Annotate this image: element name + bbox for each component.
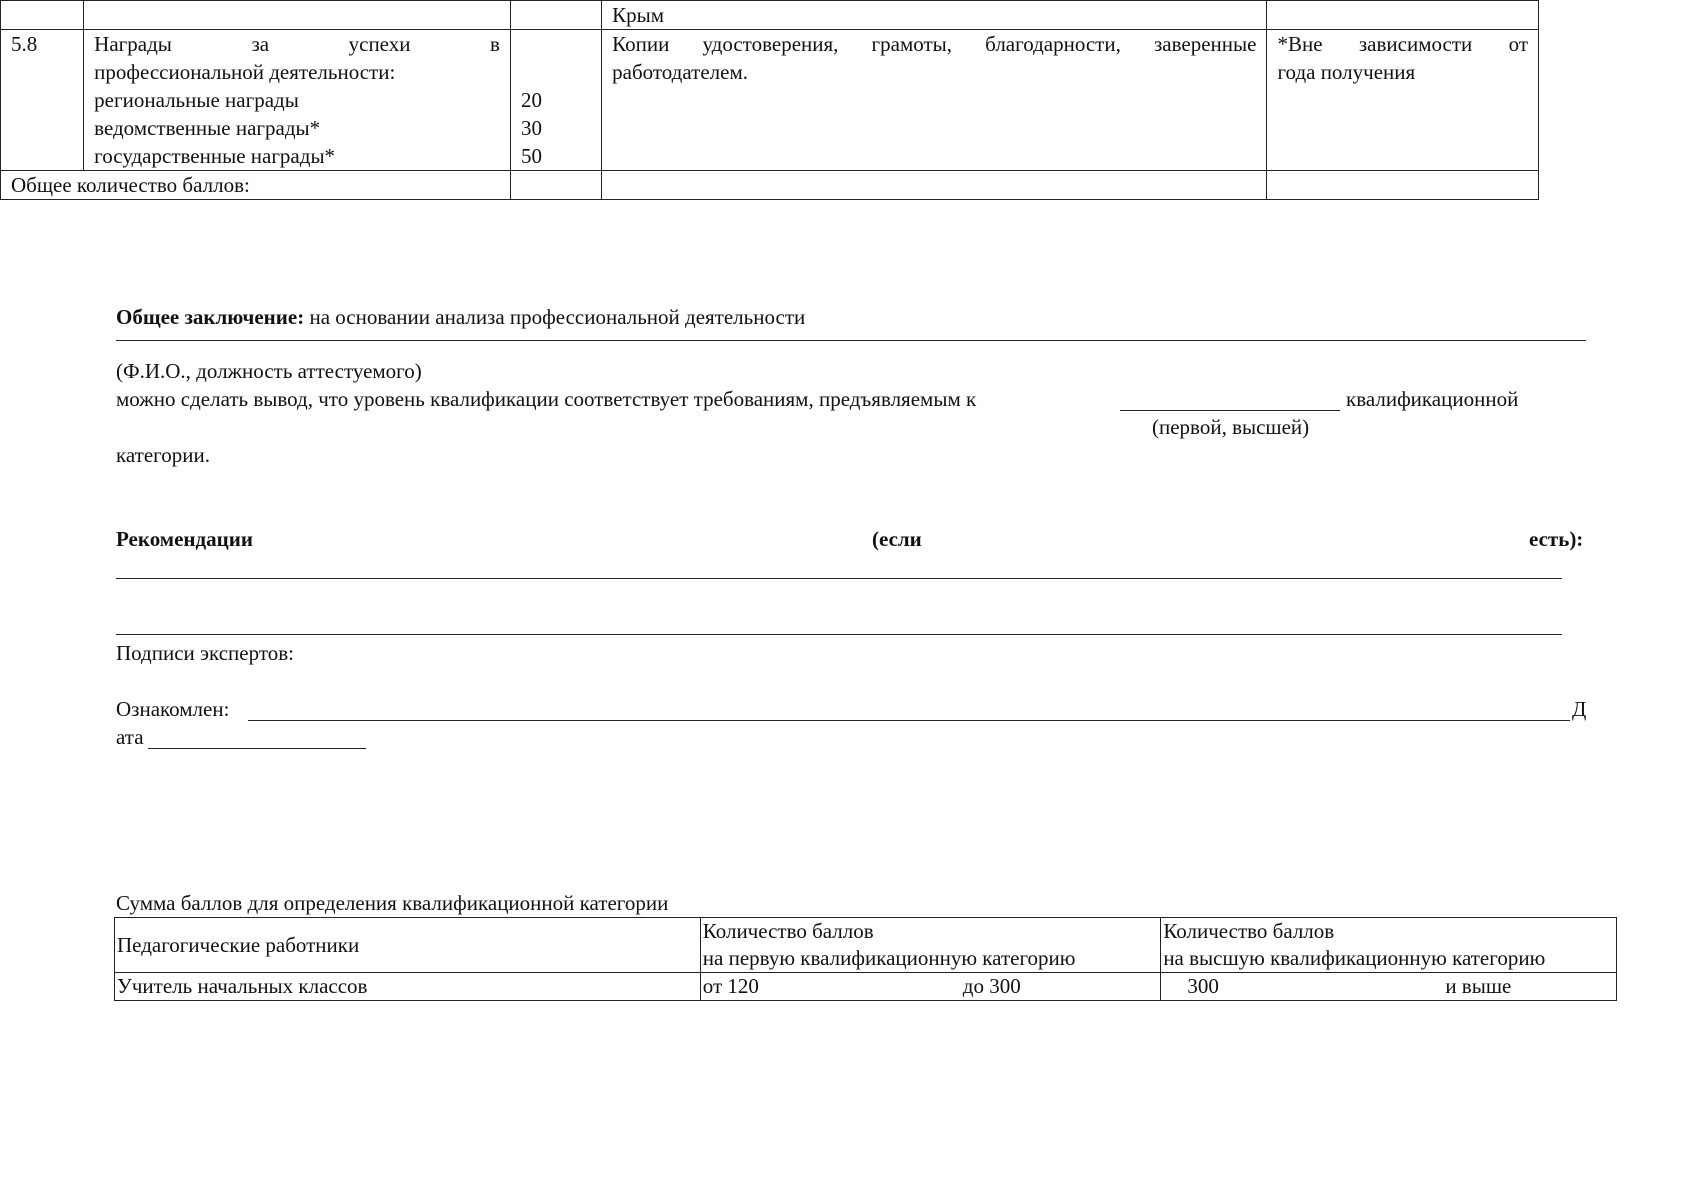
highest-to: и выше <box>1445 974 1512 998</box>
conclusion-label: Общее заключение: <box>116 305 305 329</box>
score-table-header <box>115 918 1617 973</box>
experts-signatures: Подписи экспертов: <box>116 641 294 665</box>
points-regional: 20 <box>520 88 542 112</box>
points-state: 50 <box>520 144 542 168</box>
date-label-start: Д <box>1572 697 1587 721</box>
date-label-end: ата <box>116 725 144 749</box>
award-departmental: ведомственные награды* <box>94 116 321 140</box>
criterion-word: Награды <box>94 32 172 56</box>
criterion-word: за <box>251 32 270 56</box>
recommendations-label: Рекомендации <box>116 527 253 551</box>
documents-cell <box>602 30 1267 171</box>
cell-note-empty <box>1267 1 1539 30</box>
note-cell <box>1267 30 1539 171</box>
criterion-line2: профессиональной деятельности: <box>94 60 396 84</box>
header-first-line2: на первую квалификационную категорию <box>702 946 1076 970</box>
recommendations-if: (если <box>872 527 922 551</box>
criterion-word: в <box>490 32 500 56</box>
total-label: Общее количество баллов: <box>1 171 511 200</box>
criteria-table <box>0 0 1539 200</box>
table-row-5-8 <box>1 30 1539 171</box>
documents-line2: работодателем. <box>612 60 748 84</box>
score-table-caption: Сумма баллов для определения квалификационной категории <box>116 891 669 915</box>
category-blank <box>1120 388 1340 411</box>
highest-category-range <box>1161 973 1617 1001</box>
highest-from: 300 <box>1187 974 1219 998</box>
cell-docs: Крым <box>602 1 1267 30</box>
header-first-category <box>700 918 1161 973</box>
criterion-word: успехи <box>348 32 411 56</box>
header-highest-category <box>1161 918 1617 973</box>
criterion-name <box>84 30 511 171</box>
total-docs <box>602 171 1267 200</box>
category-end: категории. <box>116 443 210 467</box>
fio-line <box>116 340 1586 341</box>
conclusion-text: на основании анализа профессиональной деятельности <box>304 305 806 329</box>
recommendations-line-1 <box>116 578 1562 579</box>
note-line2: года получения <box>1277 60 1416 84</box>
award-state: государственные награды* <box>94 144 336 168</box>
score-table-row <box>115 973 1617 1001</box>
row-number: 5.8 <box>1 30 84 171</box>
first-category-range <box>700 973 1161 1001</box>
category-word: квалификационной <box>1346 387 1519 411</box>
cell-num-empty <box>1 1 84 30</box>
points-cell <box>510 30 601 171</box>
award-regional: региональные награды <box>94 88 299 112</box>
first-from: от 120 <box>702 974 759 998</box>
first-to: до 300 <box>962 974 1021 998</box>
conclusion-sentence: можно сделать вывод, что уровень квалификации соответствует требованиям, предъявляемым к <box>116 387 977 411</box>
table-row-total <box>1 171 1539 200</box>
documents-line1: Копии удостоверения, грамоты, благодарности, заверенные <box>612 32 1257 56</box>
acquainted-label: Ознакомлен: <box>116 697 230 721</box>
header-highest-line2: на высшую квалификационную категорию <box>1163 946 1546 970</box>
date-line <box>148 726 366 749</box>
fio-caption: (Ф.И.О., должность аттестуемого) <box>116 359 422 383</box>
recommendations-line-2 <box>116 634 1562 635</box>
header-workers: Педагогические работники <box>115 918 701 973</box>
category-hint: (первой, высшей) <box>1152 415 1310 439</box>
header-first-line1: Количество баллов <box>702 919 874 943</box>
score-table <box>114 917 1617 1001</box>
total-points <box>510 171 601 200</box>
acquainted-line <box>248 698 1570 721</box>
points-departmental: 30 <box>520 116 542 140</box>
conclusion-heading <box>116 304 805 330</box>
cell-points-empty <box>510 1 601 30</box>
recommendations-any: есть): <box>1529 527 1584 551</box>
header-highest-line1: Количество баллов <box>1163 919 1335 943</box>
note-line1: *Вне зависимости от <box>1277 32 1528 56</box>
cell-name-empty <box>84 1 511 30</box>
worker-role: Учитель начальных классов <box>115 973 701 1001</box>
table-row-previous <box>1 1 1539 30</box>
total-note <box>1267 171 1539 200</box>
